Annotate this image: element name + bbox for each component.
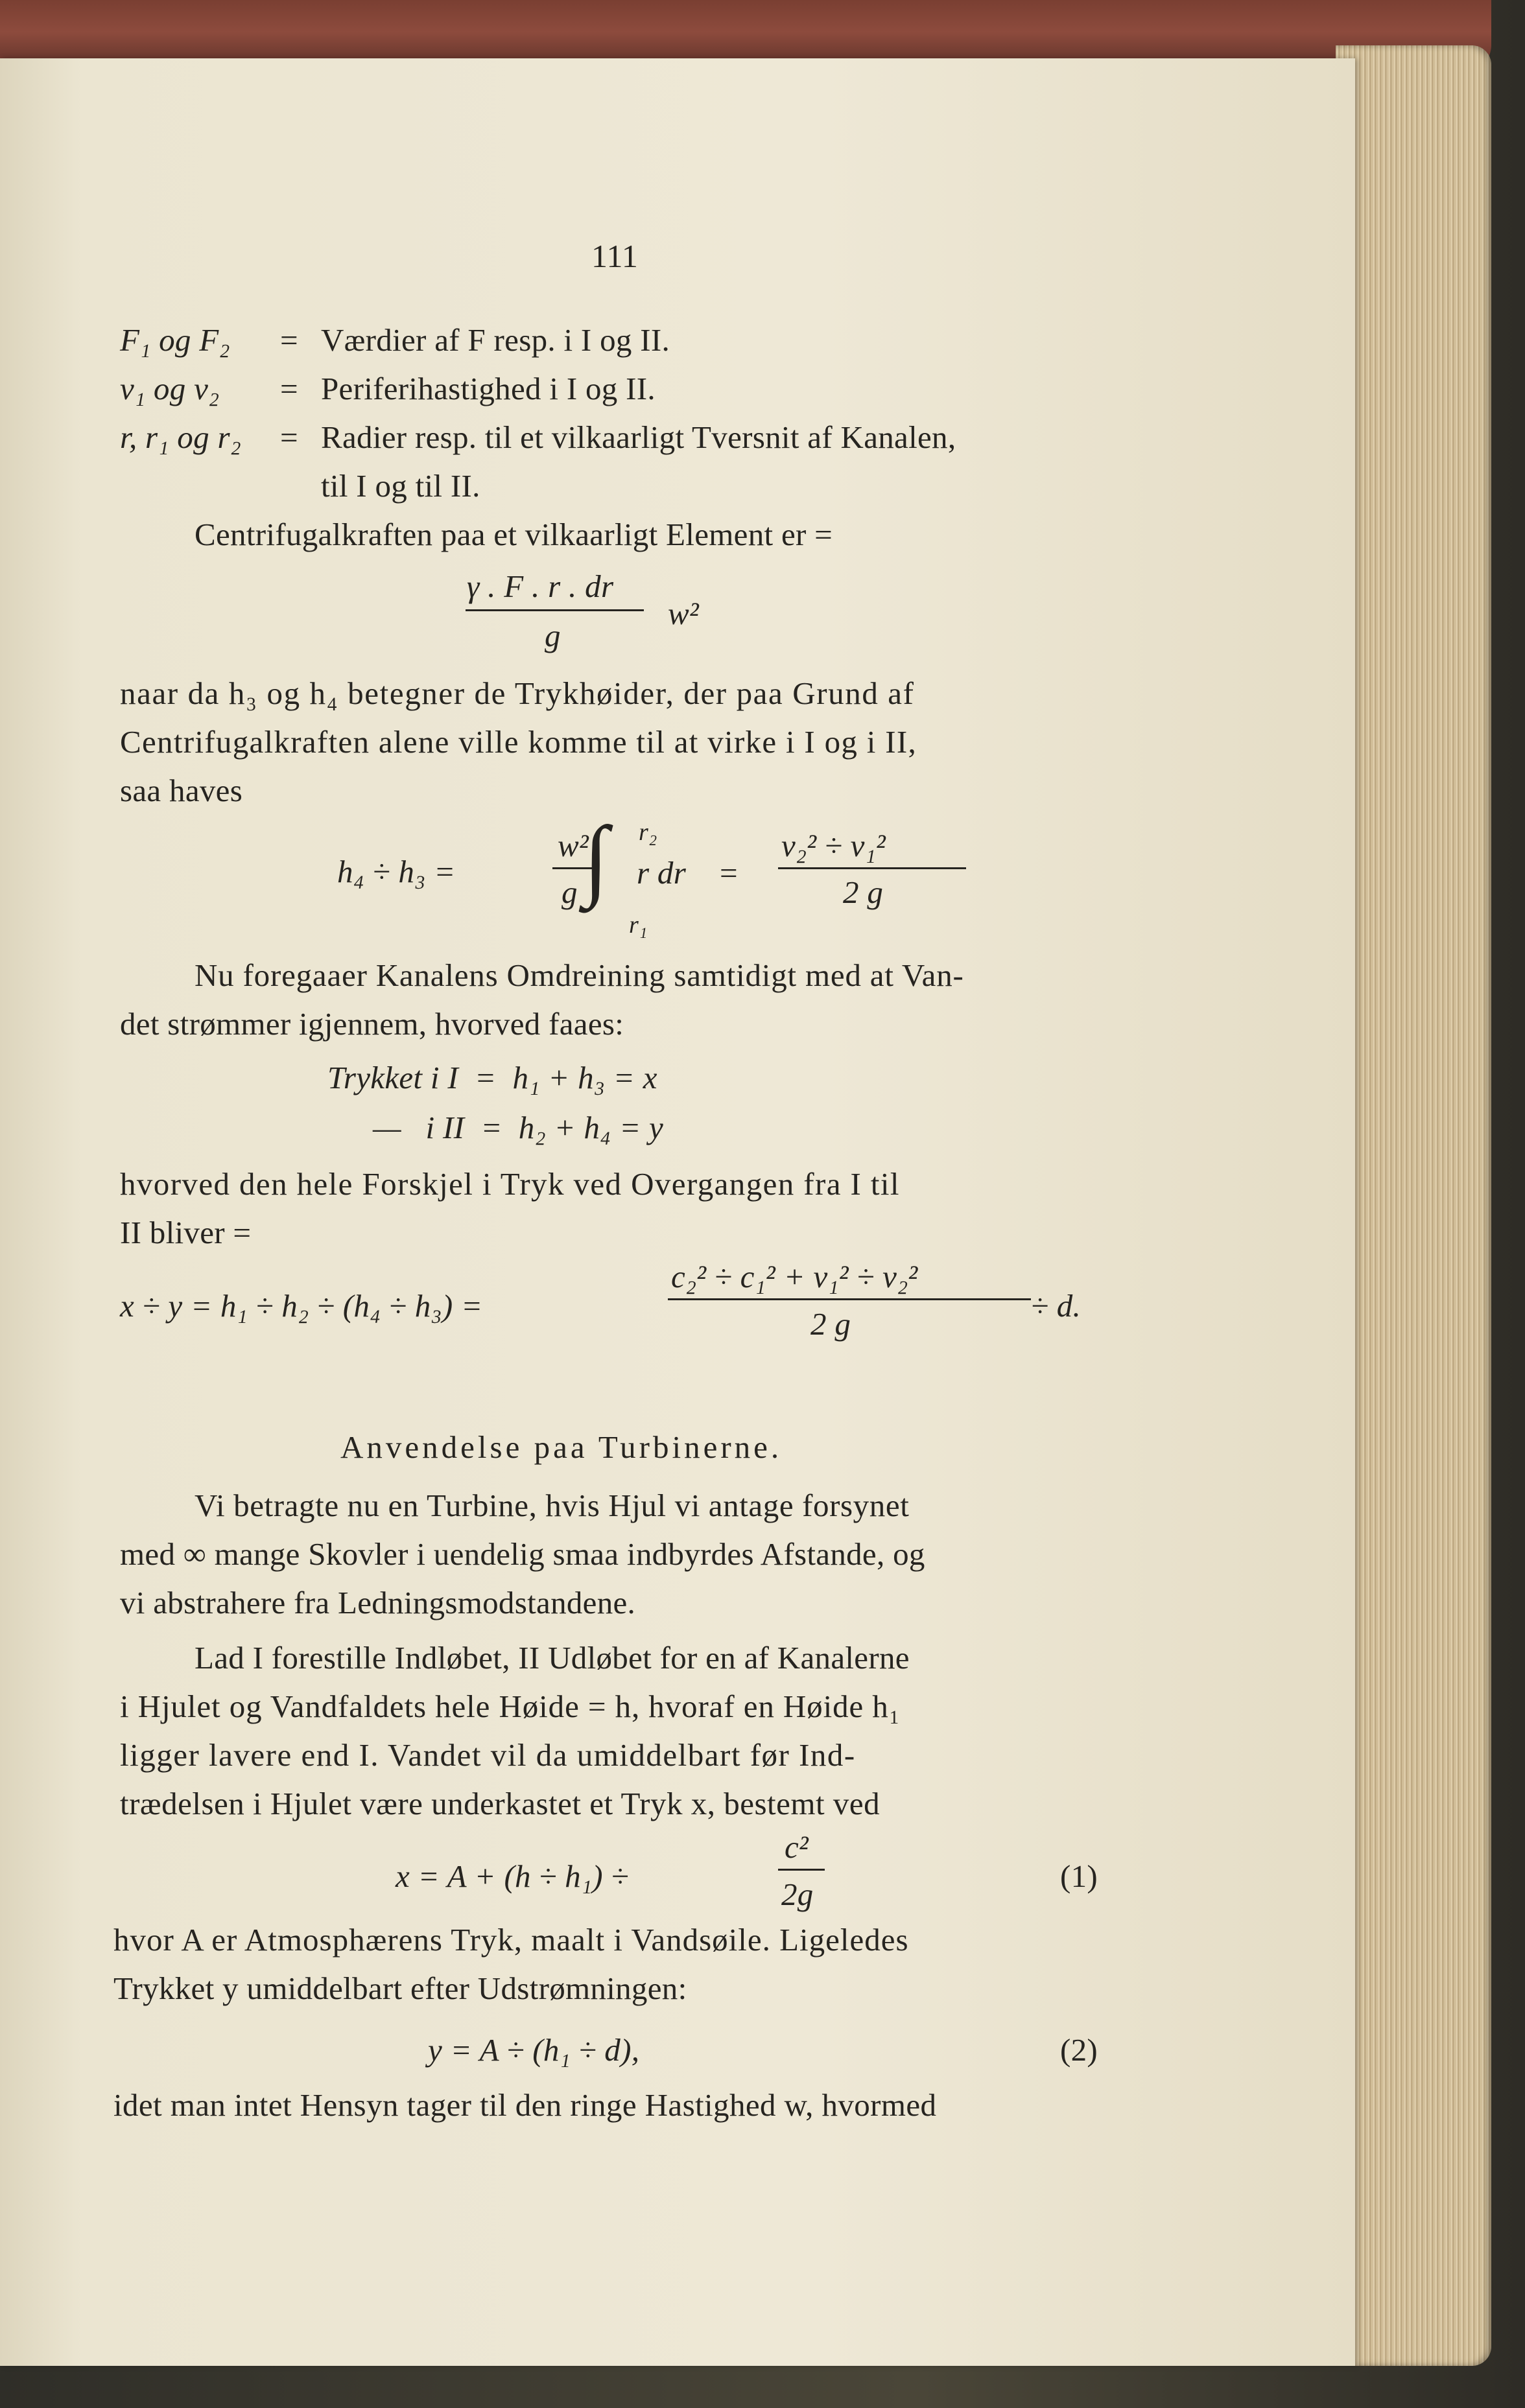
- integral-sign: ∫: [584, 808, 609, 909]
- centrifugal-intro: Centrifugalkraften paa et vilkaarligt Element er =: [195, 517, 833, 552]
- integrand: r dr: [637, 855, 687, 891]
- pressure-line: — i II = h₂ + h₄ = y: [373, 1110, 664, 1145]
- paragraph-line: Lad I forestille Indløbet, II Udløbet for en af Kanalerne: [195, 1640, 910, 1676]
- formula-denominator: g: [545, 618, 561, 653]
- paragraph-line: II bliver =: [120, 1215, 252, 1250]
- integral-coef-den: g: [562, 874, 578, 910]
- equation-1-numerator: c²: [785, 1829, 809, 1865]
- paragraph-line: med ∞ mange Skovler i uendelig smaa indbyrdes Afstande, og: [120, 1536, 925, 1572]
- definition-symbol: r, r₁ og r₂: [120, 419, 242, 455]
- integral-lower-limit: r₁: [629, 911, 648, 939]
- integral-rhs-denominator: 2 g: [843, 874, 884, 910]
- formula-factor: w²: [668, 596, 699, 631]
- section-heading: Anvendelse paa Turbinerne.: [340, 1429, 783, 1465]
- paragraph-line: vi abstrahere fra Ledningsmodstandene.: [120, 1585, 636, 1620]
- equation-2-label: (2): [1060, 2032, 1098, 2068]
- definition-text: Periferihastighed i I og II.: [321, 371, 656, 406]
- difference-numerator: c₂² ÷ c₁² + v₁² ÷ v₂²: [671, 1259, 918, 1294]
- fraction-bar: [466, 609, 644, 611]
- pressure-line: Trykket i I = h₁ + h₃ = x: [327, 1060, 657, 1095]
- definition-equals: =: [280, 371, 298, 406]
- fraction-bar: [778, 867, 966, 869]
- paragraph-line: Centrifugalkraften alene ville komme til at virke i I og i II,: [120, 724, 917, 760]
- page-edges: [1336, 45, 1491, 2366]
- definition-text: Radier resp. til et vilkaarligt Tversnit af Kanalen,: [321, 419, 956, 455]
- paragraph-line: trædelsen i Hjulet være underkastet et Tryk x, bestemt ved: [120, 1786, 881, 1821]
- fraction-bar: [668, 1298, 1031, 1300]
- difference-denominator: 2 g: [810, 1306, 851, 1342]
- formula-numerator: γ . F . r . dr: [467, 568, 614, 604]
- definition-equals: =: [280, 322, 298, 358]
- paragraph-line: det strømmer igjennem, hvorved faaes:: [120, 1006, 624, 1042]
- integral-upper-limit: r₂: [639, 819, 657, 846]
- paragraph-line: Vi betragte nu en Turbine, hvis Hjul vi antage forsynet: [195, 1488, 910, 1523]
- paragraph-line: ligger lavere end I. Vandet vil da umiddelbart før Ind-: [120, 1737, 856, 1773]
- paragraph-line: i Hjulet og Vandfaldets hele Høide = h, hvoraf en Høide h₁: [120, 1689, 901, 1724]
- definition-equals: =: [280, 419, 298, 455]
- paragraph-line: naar da h₃ og h₄ betegner de Trykhøider, der paa Grund af: [120, 675, 915, 711]
- difference-tail: ÷ d.: [1031, 1288, 1082, 1324]
- equation-1-lhs: x = A + (h ÷ h₁) ÷: [396, 1858, 629, 1894]
- definition-text: Værdier af F resp. i I og II.: [321, 322, 670, 358]
- definition-continuation: til I og til II.: [321, 468, 480, 504]
- equation-1-label: (1): [1060, 1858, 1098, 1894]
- definition-symbol: v₁ og v₂: [120, 371, 220, 406]
- paragraph-line: idet man intet Hensyn tager til den ringe Hastighed w, hvormed: [113, 2087, 937, 2123]
- paragraph-line: hvor A er Atmosphærens Tryk, maalt i Vandsøile. Ligeledes: [113, 1922, 909, 1958]
- equation-1-denominator: 2g: [781, 1876, 814, 1912]
- definition-symbol: F₁ og F₂: [120, 322, 230, 358]
- integral-equals: =: [720, 855, 738, 891]
- paragraph-line: hvorved den hele Forskjel i Tryk ved Overgangen fra I til: [120, 1166, 900, 1202]
- book-page: [0, 58, 1355, 2366]
- page-number: 111: [591, 238, 639, 274]
- paragraph-line: saa haves: [120, 773, 243, 808]
- integral-coef-num: w²: [558, 828, 589, 863]
- equation-2: y = A ÷ (h₁ ÷ d),: [428, 2032, 640, 2068]
- fraction-bar: [778, 1869, 825, 1871]
- difference-lhs: x ÷ y = h₁ ÷ h₂ ÷ (h₄ ÷ h₃) =: [120, 1288, 483, 1324]
- paragraph-line: Nu foregaaer Kanalens Omdreining samtidigt med at Van-: [195, 957, 964, 993]
- paragraph-line: Trykket y umiddelbart efter Udstrømningen:: [113, 1970, 687, 2006]
- integral-rhs-numerator: v₂² ÷ v₁²: [781, 828, 886, 863]
- integral-lhs: h₄ ÷ h₃ =: [337, 854, 456, 889]
